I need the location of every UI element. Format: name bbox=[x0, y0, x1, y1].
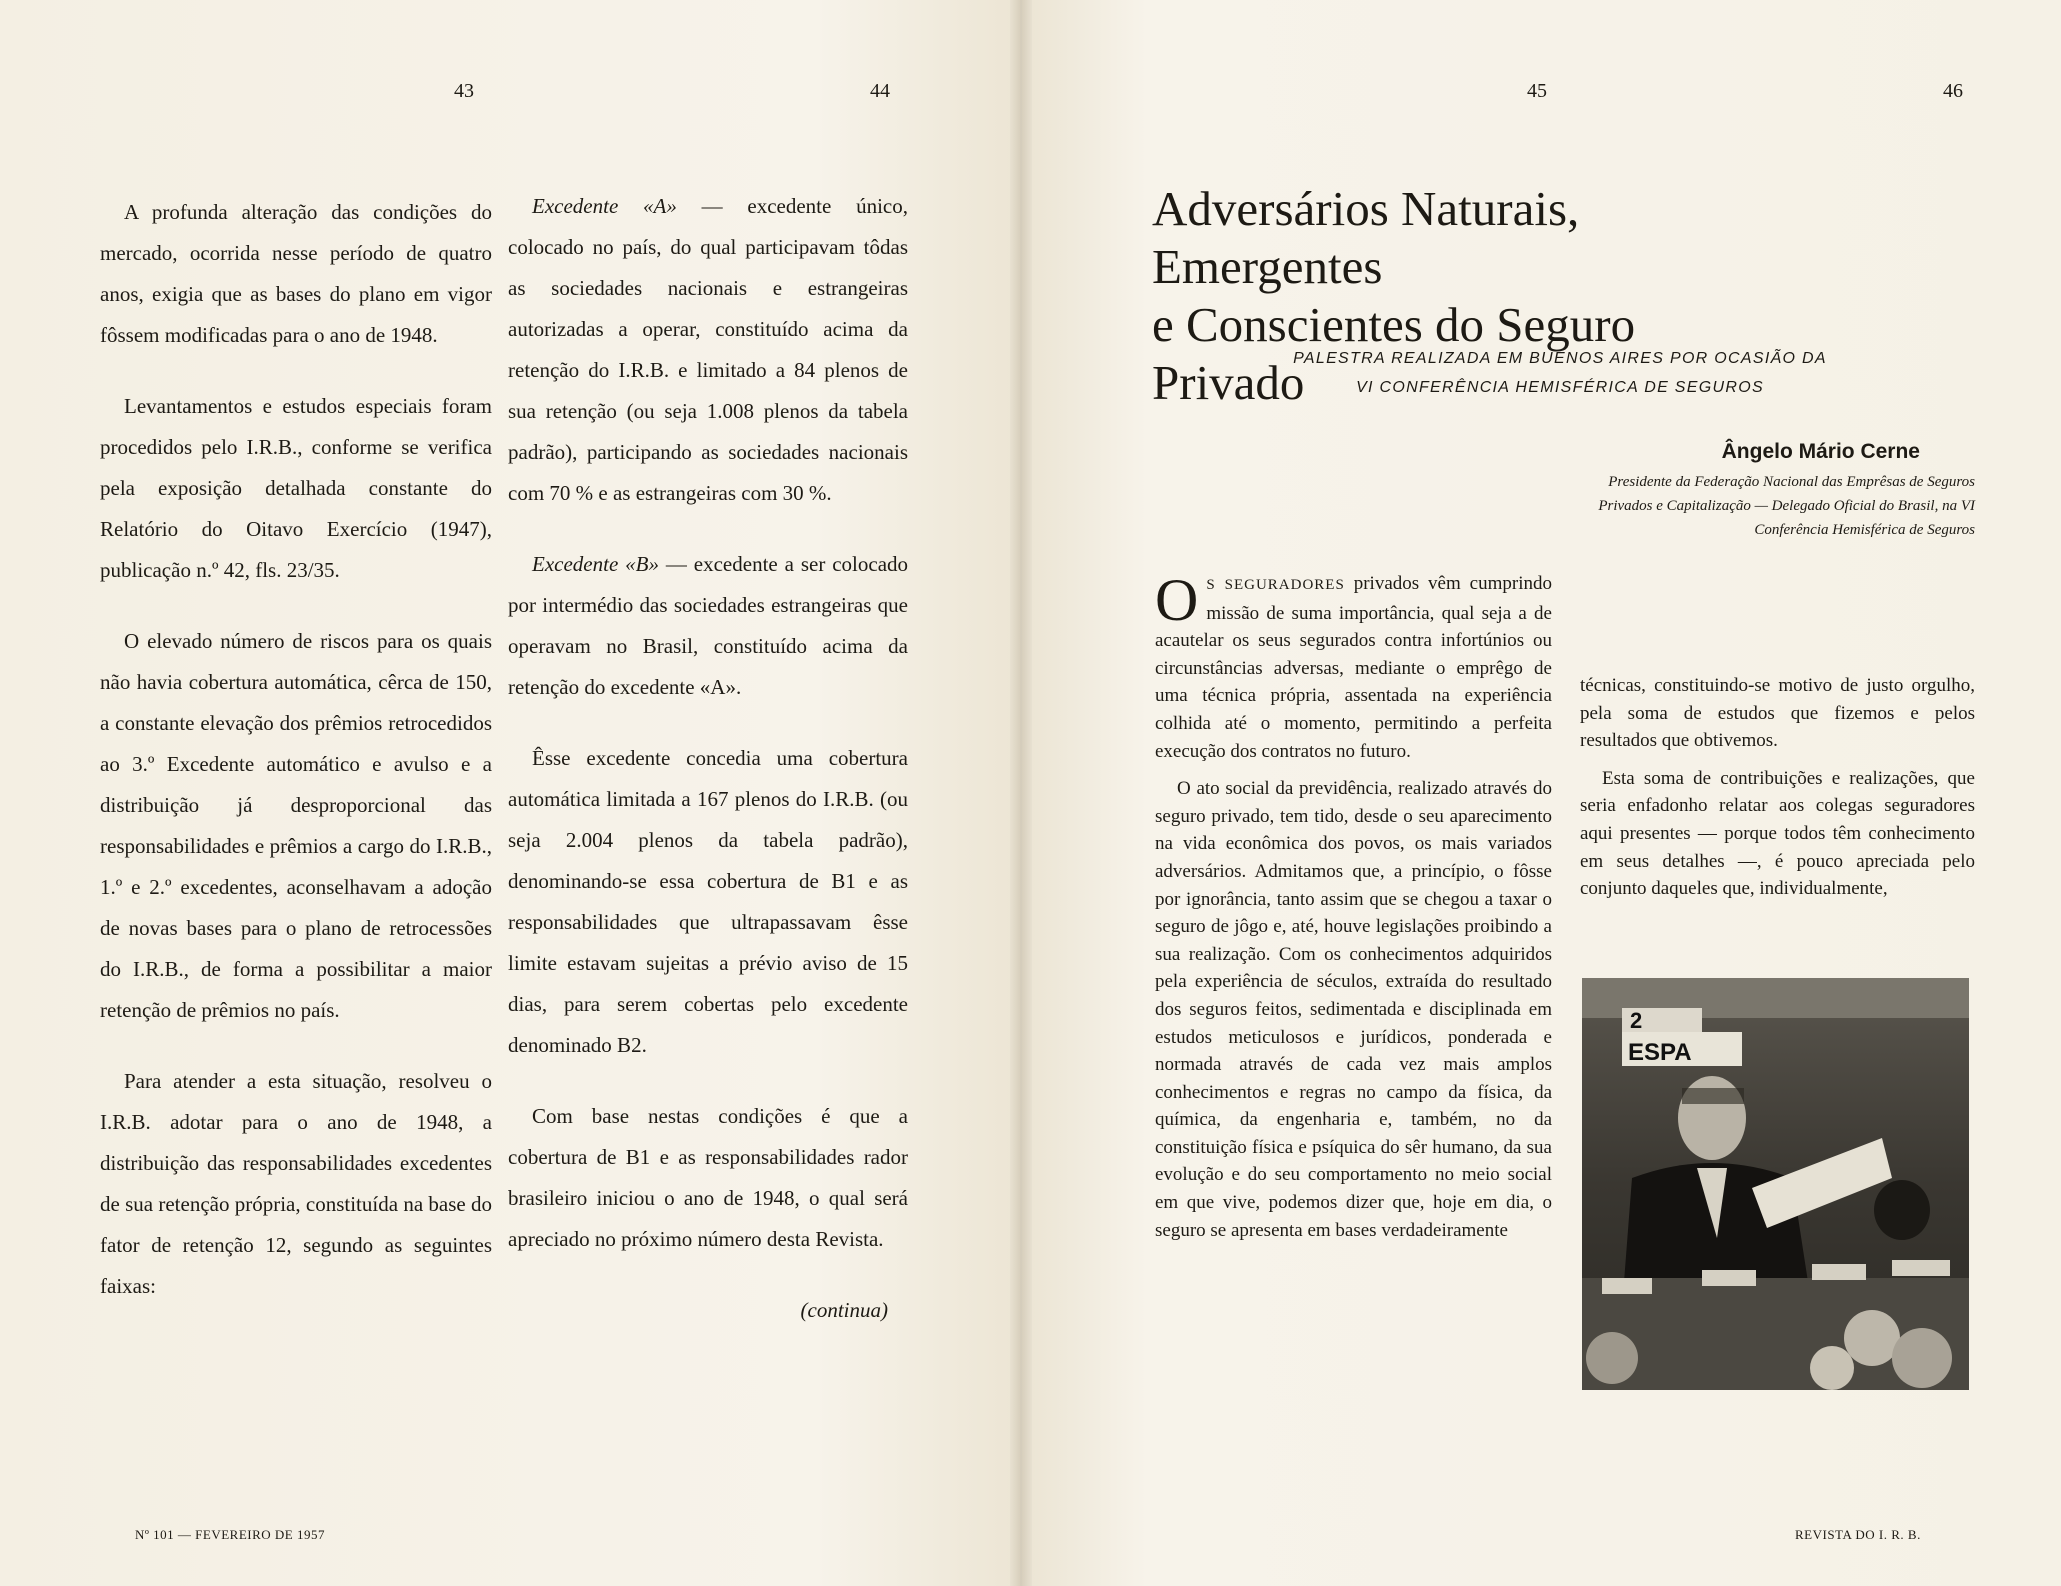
sign-number: 2 bbox=[1630, 1008, 1643, 1033]
continua-label: (continua) bbox=[800, 1298, 888, 1322]
author-role: Presidente da Federação Nacional das Emprêsas de Seguros Privados e Capitalização — Delegado Oficial do Brasil, na VI Conferência Hemisférica de Seguros bbox=[1598, 474, 1975, 538]
drop-cap: O bbox=[1155, 567, 1199, 633]
paragraph: Êsse excedente concedia uma cobertura automática limitada a 167 plenos do I.R.B. (ou seja 2.004 plenos da tabela padrão), denominando-se essa cobertura de B1 e as responsabilidades que ultrapassavam êsse limite estavam sujeitas a prévio aviso de 15 dias, para serem cobertas pelo excedente denominado B2. bbox=[508, 746, 908, 1057]
paragraph: O ato social da previdência, realizado através do seguro privado, tem tido, desde o seu aparecimento na vida econômica dos povos, os mais variados adversários. Admitamos que, a princípio, o fôsse por ignorância, tanto assim que se chegou a taxar o seguro de jôgo e, até, houve legislações proibindo a sua realização. Com os conhecimentos adquiridos pela experiência de séculos, extraída do resultado dos seguros feitos, sedimentada e disciplinada em estudos meticulosos e jurídicos, ponderada e normada através de cada vez mais amplos conhecimentos e regras no campo da física, da química, da engenharia e, também, no da constituição física e psíquica do sêr humano, da sua evolução e do seu comportamento no meio social em que vive, podemos dizer que, hoje em dia, o seguro se apresenta em bases verdadeiramente bbox=[1155, 778, 1552, 1241]
excedente-a-text: — excedente único, colocado no país, do qual participavam tôdas as sociedades nacionais e estrangeiras autorizadas a operar, constituído acima da retenção do I.R.B. e limitado a 84 plenos de sua retenção (ou seja 1.008 plenos da tabela padrão), participando as sociedades nacionais com 70 % e as estrangeiras com 30 %. bbox=[508, 194, 908, 505]
speaker-photo-image bbox=[1582, 978, 1969, 1390]
opening-paragraph bbox=[1155, 567, 1553, 765]
page-46-column bbox=[1580, 672, 1975, 913]
article-title-line-1: Adversários Naturais, Emergentes bbox=[1152, 181, 1580, 294]
gutter bbox=[1010, 0, 1032, 1586]
article-subtitle bbox=[1230, 344, 1890, 402]
footer-issue: Nº 101 — FEVEREIRO DE 1957 bbox=[135, 1527, 325, 1542]
footer-magazine: REVISTA DO I. R. B. bbox=[1795, 1527, 1921, 1542]
page-number-46: 46 bbox=[1943, 80, 1963, 102]
paragraph: técnicas, constituindo-se motivo de justo orgulho, pela soma de estudos que fizemos e pelos resultados que obtivemos. bbox=[1580, 675, 1975, 752]
paragraph: Para atender a esta situação, resolveu o I.R.B. adotar para o ano de 1948, a distribuição das responsabilidades excedentes de sua retenção própria, constituída na base do fator de retenção 12, segundo as seguintes faixas: bbox=[100, 1069, 492, 1298]
excedente-b-text: — excedente a ser colocado por intermédio das sociedades estrangeiras que operavam no Brasil, constituído acima da retenção do excedente «A». bbox=[508, 552, 909, 699]
paragraph: Levantamentos e estudos especiais foram procedidos pelo I.R.B., conforme se verifica pela exposição detalhada constante do Relatório do Oitavo Exercício (1947), publicação n.º 42, fls. 23/35. bbox=[100, 394, 492, 582]
subtitle-line-1: PALESTRA REALIZADA EM BUENOS AIRES POR OCASIÃO DA bbox=[1293, 350, 1827, 367]
page-number-45: 45 bbox=[1527, 80, 1547, 102]
opening-smallcaps: S SEGURADORES bbox=[1206, 577, 1345, 593]
page-44-column bbox=[508, 186, 908, 1331]
page-45-column bbox=[1155, 567, 1553, 1254]
article-title-line-2: e Conscientes do Seguro Privado bbox=[1152, 297, 1636, 410]
sign-text: ESPA bbox=[1628, 1039, 1692, 1066]
paragraph: Com base nestas condições é que a cobertura de B1 e as responsabilidades rador brasileiro iniciou o ano de 1948, o qual será apreciado no próximo número desta Revista. bbox=[508, 1104, 908, 1251]
page-43-column bbox=[100, 192, 492, 1337]
paragraph: Esta soma de contribuições e realizações, que seria enfadonho relatar aos colegas seguradores aqui presentes — porque todos têm conhecimento em seus detalhes —, é pouco apreciada pelo conjunto daqueles que, individualmente, bbox=[1580, 767, 1975, 900]
page-number-43: 43 bbox=[454, 80, 474, 102]
excedente-b-label: Excedente «B» bbox=[532, 552, 659, 576]
page-number-44: 44 bbox=[870, 80, 890, 102]
speaker-photo bbox=[1582, 978, 1969, 1390]
subtitle-line-2: VI CONFERÊNCIA HEMISFÉRICA DE SEGUROS bbox=[1356, 379, 1764, 396]
excedente-a-label: Excedente «A» bbox=[532, 194, 677, 218]
paragraph-excedente-b bbox=[508, 544, 908, 708]
paragraph-excedente-a bbox=[508, 186, 908, 514]
author-name: Ângelo Mário Cerne bbox=[1721, 440, 1920, 463]
paragraph: O elevado número de riscos para os quais não havia cobertura automática, cêrca de 150, a constante elevação dos prêmios retrocedidos ao 3.º Excedente automático e avulso e a distribuição já desproporcional das responsabilidades e prêmios a cargo do I.R.B., 1.º e 2.º excedentes, aconselhavam a adoção de novas bases para o plano de retrocessões do I.R.B., de forma a possibilitar a maior retenção de prêmios no país. bbox=[100, 629, 492, 1022]
opening-text: privados vêm cumprindo missão de suma importância, qual seja a de acautelar os seus segurados contra infortúnios ou circunstâncias adversas, mediante o emprêgo de uma técnica própria, assentada na experiência colhida até o momento, permitindo a perfeita execução dos contratos no futuro. bbox=[1155, 573, 1553, 762]
paragraph: A profunda alteração das condições do mercado, ocorrida nesse período de quatro anos, exigia que as bases do plano em vigor fôssem modificadas para o ano de 1948. bbox=[100, 200, 492, 347]
